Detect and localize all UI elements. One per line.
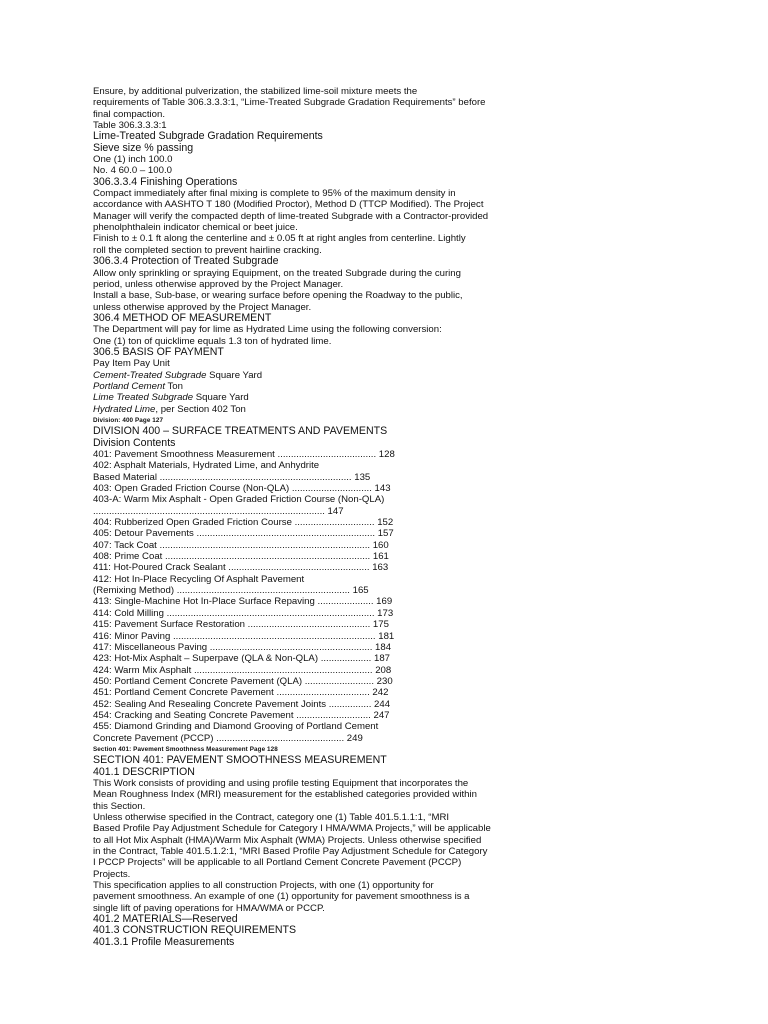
heading-line: 401.3.1 Profile Measurements: [93, 935, 235, 948]
text-line: pavement smoothness. An example of one (1) opportunity for pavement smoothness is a: [93, 891, 470, 903]
text-line: Pay Item Pay Unit: [93, 358, 170, 370]
text-line: Table 306.3.3.3:1: [93, 120, 167, 132]
text-line: (Remixing Method) ................................................................. 165: [93, 585, 369, 597]
text-line: No. 4 60.0 – 100.0: [93, 165, 172, 177]
text-line: Ensure, by additional pulverization, the stabilized lime-soil mixture meets the: [93, 86, 418, 97]
text-line: Mean Roughness Index (MRI) measurement for the established categories provided within: [93, 789, 477, 801]
text-line: Allow only sprinkling or spraying Equipment, on the treated Subgrade during the curing: [93, 267, 461, 279]
heading-line: 306.4 METHOD OF MEASUREMENT: [93, 311, 272, 324]
page-footer-line: Division: 400 Page 127: [93, 416, 164, 424]
pay-item-name: Portland Cement: [93, 380, 165, 392]
text-line: Install a base, Sub-base, or wearing surface before opening the Roadway to the public,: [93, 290, 463, 302]
text-line: 403-A: Warm Mix Asphalt - Open Graded Friction Course (Non-QLA): [93, 494, 385, 506]
pay-item-unit: , per Section 402 Ton: [155, 403, 246, 415]
heading-line: 306.3.4 Protection of Treated Subgrade: [93, 255, 279, 268]
heading-line: 306.5 BASIS OF PAYMENT: [93, 345, 224, 358]
text-line: 414: Cold Milling .............................................................................. 173: [93, 607, 394, 619]
text-line: final compaction.: [93, 108, 165, 120]
text-line: The Department will pay for lime as Hydrated Lime using the following conversion:: [93, 324, 442, 336]
heading-line: 401.2 MATERIALS—Reserved: [93, 913, 238, 926]
text-line: 411: Hot-Poured Crack Sealant ..................................................... 163: [93, 562, 389, 574]
text-line: Based Profile Pay Adjustment Schedule for Category I HMA/WMA Projects,” will be applicable: [93, 823, 491, 835]
text-line: 451: Portland Cement Concrete Pavement ................................... 242: [93, 687, 389, 699]
text-line: period, unless otherwise approved by the Project Manager.: [93, 278, 344, 290]
text-line: 417: Miscellaneous Paving ............................................................. 184: [93, 641, 392, 653]
text-line: 401: Pavement Smoothness Measurement ..................................... 128: [93, 449, 395, 460]
text-line: This specification applies to all construction Projects, with one (1) opportunity for: [93, 880, 434, 892]
text-line: 415: Pavement Surface Restoration .............................................. 175: [93, 619, 389, 631]
pay-item-unit: Square Yard: [206, 369, 263, 381]
heading-line: SECTION 401: PAVEMENT SMOOTHNESS MEASUREMENT: [93, 754, 387, 767]
pay-item-name: Cement-Treated Subgrade: [93, 369, 207, 381]
text-line: single lift of paving operations for HMA/WMA or PCCP.: [93, 902, 325, 914]
text-line: One (1) ton of quicklime equals 1.3 ton of hydrated lime.: [93, 335, 332, 347]
text-line: requirements of Table 306.3.3.3:1, “Lime-Treated Subgrade Gradation Requirements” before: [93, 97, 486, 109]
text-line: 408: Prime Coat ............................................................................. 161: [93, 551, 389, 563]
text-line: 407: Tack Coat ............................................................................... 160: [93, 539, 389, 551]
text-line: Manager will verify the compacted depth of lime-treated Subgrade with a Contractor-provided: [93, 210, 489, 222]
text-line: to all Hot Mix Asphalt (HMA)/Warm Mix Asphalt (WMA) Projects. Unless otherwise specified: [93, 834, 482, 846]
text-line: phenolphthalein indicator chemical or beet juice.: [93, 222, 298, 234]
text-line: [93, 404, 533, 415]
page-footer-line: Section 401: Pavement Smoothness Measurement Page 128: [93, 745, 278, 753]
text-line: 450: Portland Cement Concrete Pavement (QLA) .......................... 230: [93, 675, 393, 687]
heading-line: 401.1 DESCRIPTION: [93, 765, 195, 778]
text-line: 423: Hot-Mix Asphalt – Superpave (QLA & Non-QLA) ................... 187: [93, 653, 391, 665]
text-line: [93, 392, 533, 403]
text-line: this Section.: [93, 800, 146, 812]
text-line: 405: Detour Pavements ................................................................... 157: [93, 528, 394, 540]
heading-line: 401.3 CONSTRUCTION REQUIREMENTS: [93, 924, 297, 937]
text-line: 404: Rubberized Open Graded Friction Course .............................. 152: [93, 517, 394, 529]
text-line: Based Material ........................................................................ 135: [93, 471, 371, 483]
text-line: 454: Cracking and Seating Concrete Pavement ............................ 247: [93, 709, 390, 721]
text-line: Projects.: [93, 868, 131, 880]
text-line: 402: Asphalt Materials, Hydrated Lime, and Anhydrite: [93, 460, 320, 472]
text-line: 452: Sealing And Resealing Concrete Pavement Joints ................ 244: [93, 698, 391, 710]
pay-item-unit: Square Yard: [193, 392, 249, 404]
text-line: I PCCP Projects” will be applicable to all Portland Cement Concrete Pavement (PCCP): [93, 857, 462, 869]
text-line: unless otherwise approved by the Project Manager.: [93, 301, 312, 313]
pay-item-name: Hydrated Lime: [93, 403, 156, 415]
heading-line: DIVISION 400 – SURFACE TREATMENTS AND PAVEMENTS: [93, 425, 388, 438]
text-line: [93, 381, 533, 392]
text-line: Concrete Pavement (PCCP) ................................................ 249: [93, 732, 363, 744]
heading-line: Division Contents: [93, 436, 176, 449]
text-line: accordance with AASHTO T 180 (Modified Proctor), Method D (TTCP Modified). The Project: [93, 199, 484, 211]
text-line: 412: Hot In-Place Recycling Of Asphalt Pavement: [93, 573, 305, 585]
text-line: One (1) inch 100.0: [93, 154, 173, 166]
text-line: This Work consists of providing and using profile testing Equipment that incorporates the: [93, 777, 469, 789]
text-line: 413: Single-Machine Hot In-Place Surface Repaving ..................... 169: [93, 596, 393, 608]
text-line: Compact immediately after final mixing is complete to 95% of the maximum density in: [93, 188, 456, 200]
heading-line: Lime-Treated Subgrade Gradation Requirements: [93, 130, 323, 143]
document-page: [93, 86, 533, 948]
text-line: roll the completed section to prevent hairline cracking.: [93, 244, 322, 256]
text-line: 403: Open Graded Friction Course (Non-QLA) .............................. 143: [93, 483, 391, 495]
text-line: 424: Warm Mix Asphalt ................................................................... 208: [93, 664, 392, 676]
text-line: in the Contract, Table 401.5.1.2:1, “MRI Based Profile Pay Adjustment Schedule for Category: [93, 846, 488, 858]
text-line: 416: Minor Paving ............................................................................ 181: [93, 630, 395, 642]
text-line: 455: Diamond Grinding and Diamond Grooving of Portland Cement: [93, 721, 379, 733]
text-line: ....................................................................................... 147: [93, 505, 344, 517]
pay-item-name: Lime Treated Subgrade: [93, 392, 194, 404]
heading-line: 306.3.3.4 Finishing Operations: [93, 175, 238, 188]
text-line: Finish to ± 0.1 ft along the centerline and ± 0.05 ft at right angles from centerline. Lightly: [93, 233, 466, 245]
text-line: Unless otherwise specified in the Contract, category one (1) Table 401.5.1.1:1, “MRI: [93, 812, 450, 823]
pay-item-unit: Ton: [165, 380, 183, 392]
text-line: [93, 370, 533, 381]
heading-line: Sieve size % passing: [93, 141, 194, 154]
